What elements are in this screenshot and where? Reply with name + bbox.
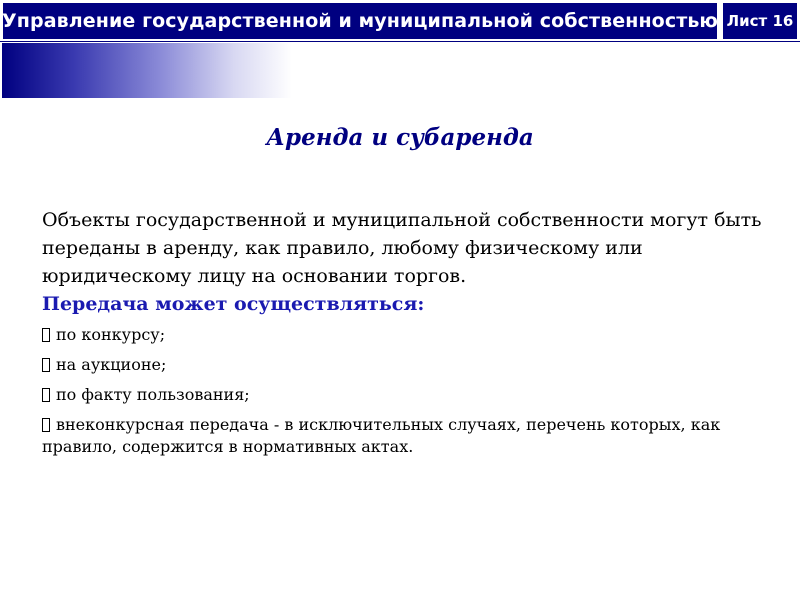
bullet-box-icon (42, 388, 50, 402)
list-item-text: по конкурсу; (56, 325, 166, 344)
slide-content (42, 206, 762, 466)
header-bar (2, 2, 718, 40)
list-item (42, 384, 762, 406)
sheet-number-box (722, 2, 798, 40)
bullet-box-icon (42, 418, 50, 432)
list-item (42, 324, 762, 346)
transfer-subheading: Передача может осуществляться: (42, 293, 425, 315)
list-item (42, 354, 762, 376)
list-item (42, 414, 762, 458)
intro-paragraph: Объекты государственной и муниципальной собственности могут быть переданы в аренду, как правило, любому физическому или юридическому лицу на основании торгов. (42, 209, 762, 287)
list-item-text: на аукционе; (56, 355, 167, 374)
bullet-box-icon (42, 358, 50, 372)
list-item-text: внеконкурсная передача - в исключительных случаях, перечень которых, как правило, содержится в нормативных актах. (42, 415, 721, 456)
header-divider (0, 41, 800, 42)
transfer-methods-list (42, 324, 762, 458)
header-title: Управление государственной и муниципальной собственностью (2, 10, 718, 32)
sheet-number: Лист 16 (726, 12, 794, 30)
bullet-box-icon (42, 328, 50, 342)
list-item-text: по факту пользования; (56, 385, 250, 404)
decorative-gradient-band (2, 43, 292, 98)
slide-title: Аренда и субаренда (266, 124, 534, 151)
